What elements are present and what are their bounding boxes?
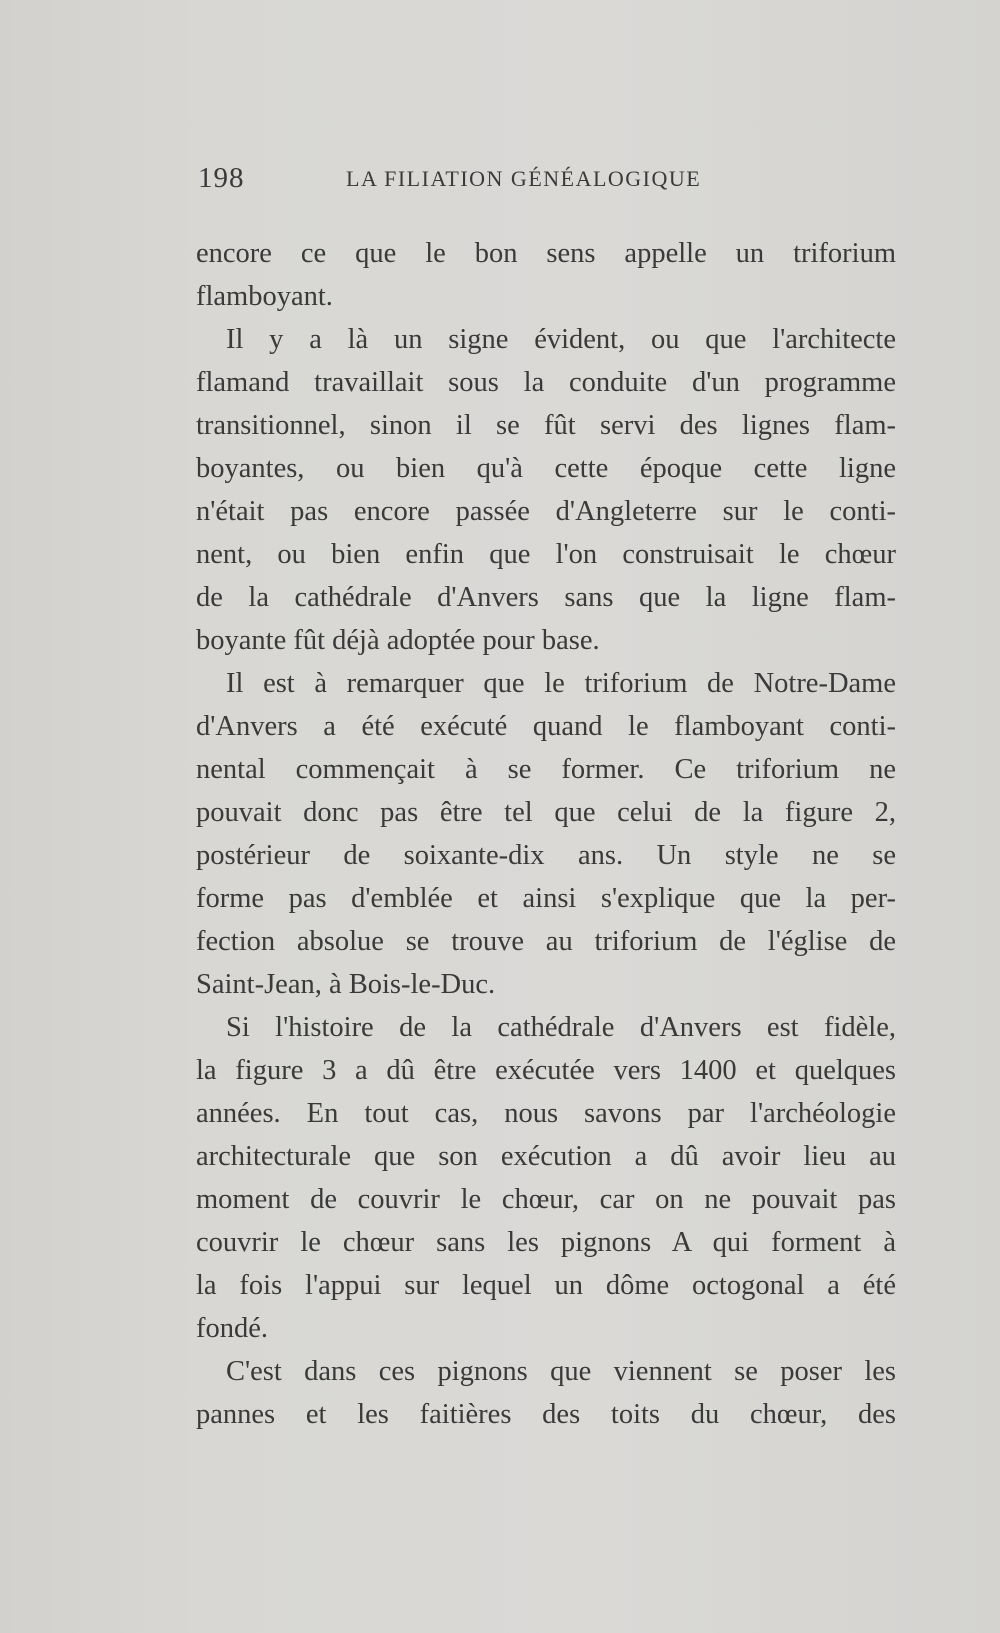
text-line: encore ce que le bon sens appelle un triforium bbox=[196, 238, 896, 269]
page-number: 198 bbox=[198, 162, 245, 194]
text-line: couvrir le chœur sans les pignons A qui forment à bbox=[196, 1227, 896, 1258]
text-line: moment de couvrir le chœur, car on ne pouvait pas bbox=[196, 1184, 896, 1215]
text-line: boyante fût déjà adoptée pour base. bbox=[196, 625, 600, 656]
text-line: C'est dans ces pignons que viennent se poser les bbox=[226, 1356, 896, 1387]
text-line: flamand travaillait sous la conduite d'un programme bbox=[196, 367, 896, 398]
text-line: pannes et les faitières des toits du chœur, des bbox=[196, 1399, 896, 1430]
text-line: nental commençait à se former. Ce triforium ne bbox=[196, 754, 896, 785]
text-line: d'Anvers a été exécuté quand le flamboyant conti- bbox=[196, 711, 896, 742]
text-line: pouvait donc pas être tel que celui de la figure 2, bbox=[196, 797, 896, 828]
text-line: Saint-Jean, à Bois-le-Duc. bbox=[196, 969, 496, 1000]
text-line: transitionnel, sinon il se fût servi des lignes flam- bbox=[196, 410, 896, 441]
text-line: la fois l'appui sur lequel un dôme octogonal a été bbox=[196, 1270, 896, 1301]
text-line: Il est à remarquer que le triforium de Notre-Dame bbox=[226, 668, 896, 699]
running-title: LA FILIATION GÉNÉALOGIQUE bbox=[346, 166, 702, 191]
body-text bbox=[196, 232, 896, 1436]
page-header bbox=[198, 162, 898, 202]
text-line: boyantes, ou bien qu'à cette époque cette ligne bbox=[196, 453, 896, 484]
text-line: fection absolue se trouve au triforium de l'église de bbox=[196, 926, 896, 957]
text-line: Si l'histoire de la cathédrale d'Anvers est fidèle, bbox=[226, 1012, 896, 1043]
text-line: forme pas d'emblée et ainsi s'explique que la per- bbox=[196, 883, 896, 914]
text-line: postérieur de soixante-dix ans. Un style ne se bbox=[196, 840, 896, 871]
text-line: la figure 3 a dû être exécutée vers 1400 et quelques bbox=[196, 1055, 896, 1086]
text-line: fondé. bbox=[196, 1313, 269, 1344]
text-line: nent, ou bien enfin que l'on construisait le chœur bbox=[196, 539, 896, 570]
text-line: n'était pas encore passée d'Angleterre sur le conti- bbox=[196, 496, 896, 527]
text-line: architecturale que son exécution a dû avoir lieu au bbox=[196, 1141, 896, 1172]
text-line: Il y a là un signe évident, ou que l'architecte bbox=[226, 324, 896, 355]
text-line: années. En tout cas, nous savons par l'archéologie bbox=[196, 1098, 896, 1129]
text-line: de la cathédrale d'Anvers sans que la ligne flam- bbox=[196, 582, 896, 613]
text-line: flamboyant. bbox=[196, 281, 333, 312]
